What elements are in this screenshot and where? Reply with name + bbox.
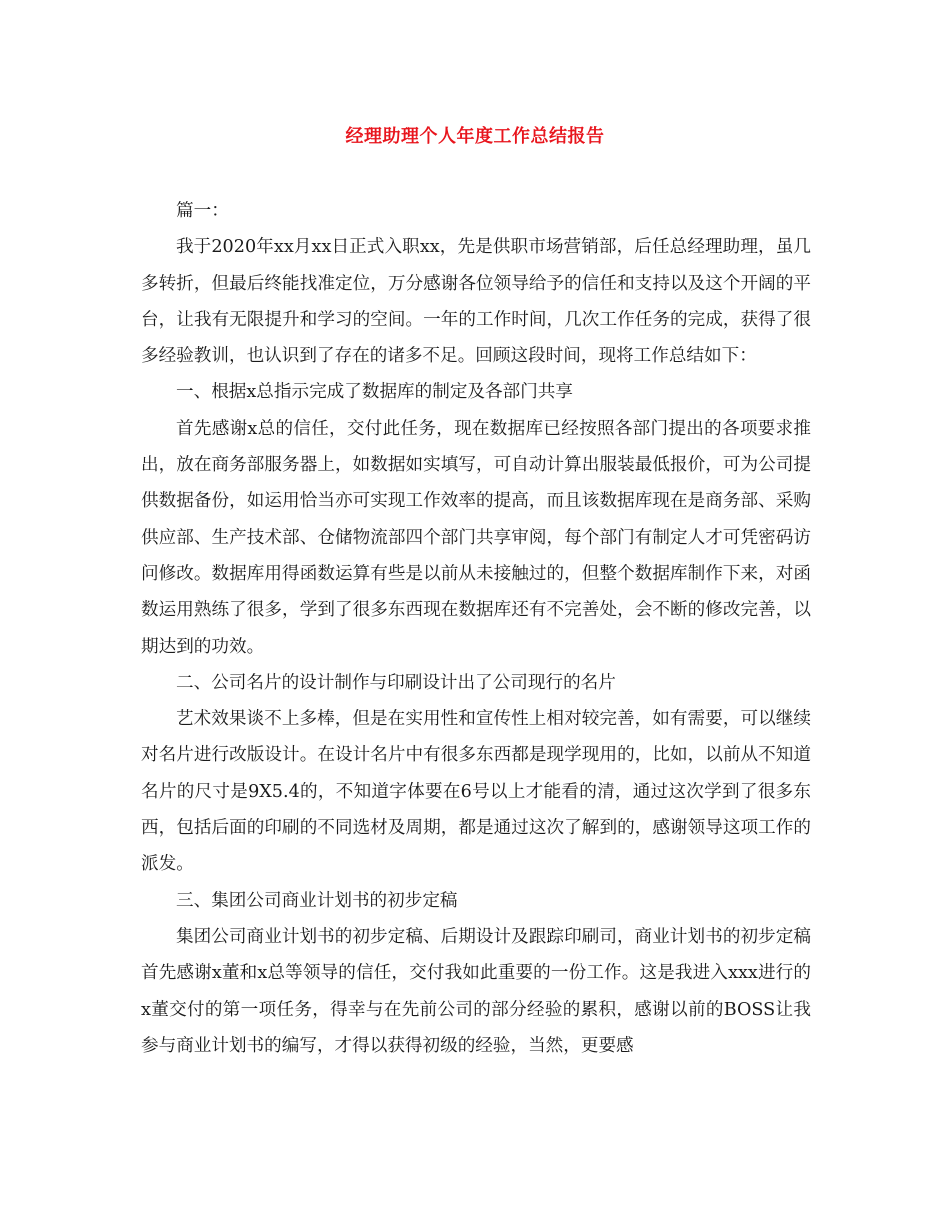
heading-item-1: 一、根据x总指示完成了数据库的制定及各部门共享	[176, 382, 573, 403]
document-title: 经理助理个人年度工作总结报告	[345, 126, 605, 147]
heading-item-3: 三、集团公司商业计划书的初步定稿	[176, 890, 458, 911]
heading-item-2: 二、公司名片的设计制作与印刷设计出了公司现行的名片	[176, 672, 616, 693]
paragraph-intro: 我于2020年xx月xx日正式入职xx，先是供职市场营销部，后任总经理助理，虽几多转折，但最后终能找准定位，万分感谢各位领导给予的信任和支持以及这个开阔的平台，让我有无限提升和学习的空间。一年的工作时间，几次工作任务的完成，获得了很多经验教训，也认识到了存在的诸多不足。回顾这段时间，现将工作总结如下：	[141, 237, 811, 367]
paragraph-item-3: 集团公司商业计划书的初步定稿、后期设计及跟踪印刷司，商业计划书的初步定稿首先感谢x董和x总等领导的信任，交付我如此重要的一份工作。这是我进入xxx进行的x董交付的第一项任务，得幸与在先前公司的部分经验的累积，感谢以前的BOSS让我参与商业计划书的编写，才得以获得初级的经验，当然，更要感	[141, 926, 811, 1056]
paragraph-item-1: 首先感谢x总的信任，交付此任务，现在数据库已经按照各部门提出的各项要求推出，放在商务部服务器上，如数据如实填写，可自动计算出服装最低报价，可为公司提供数据备份，如运用恰当亦可实现工作效率的提高，而且该数据库现在是商务部、采购供应部、生产技术部、仓储物流部四个部门共享审阅，每个部门有制定人才可凭密码访问修改。数据库用得函数运算有些是以前从未接触过的，但整个数据库制作下来，对函数运用熟练了很多，学到了很多东西现在数据库还有不完善处，会不断的修改完善，以期达到的功效。	[141, 418, 811, 657]
paragraph-item-2: 艺术效果谈不上多棒，但是在实用性和宣传性上相对较完善，如有需要，可以继续对名片进行改版设计。在设计名片中有很多东西都是现学现用的，比如，以前从不知道名片的尺寸是9X5.4的，不知道字体要在6号以上才能看的清，通过这次学到了很多东西，包括后面的印刷的不同选材及周期，都是通过这次了解到的，感谢领导这项工作的派发。	[141, 709, 811, 875]
document-body	[141, 193, 811, 1064]
section-label: 篇一：	[176, 201, 229, 221]
